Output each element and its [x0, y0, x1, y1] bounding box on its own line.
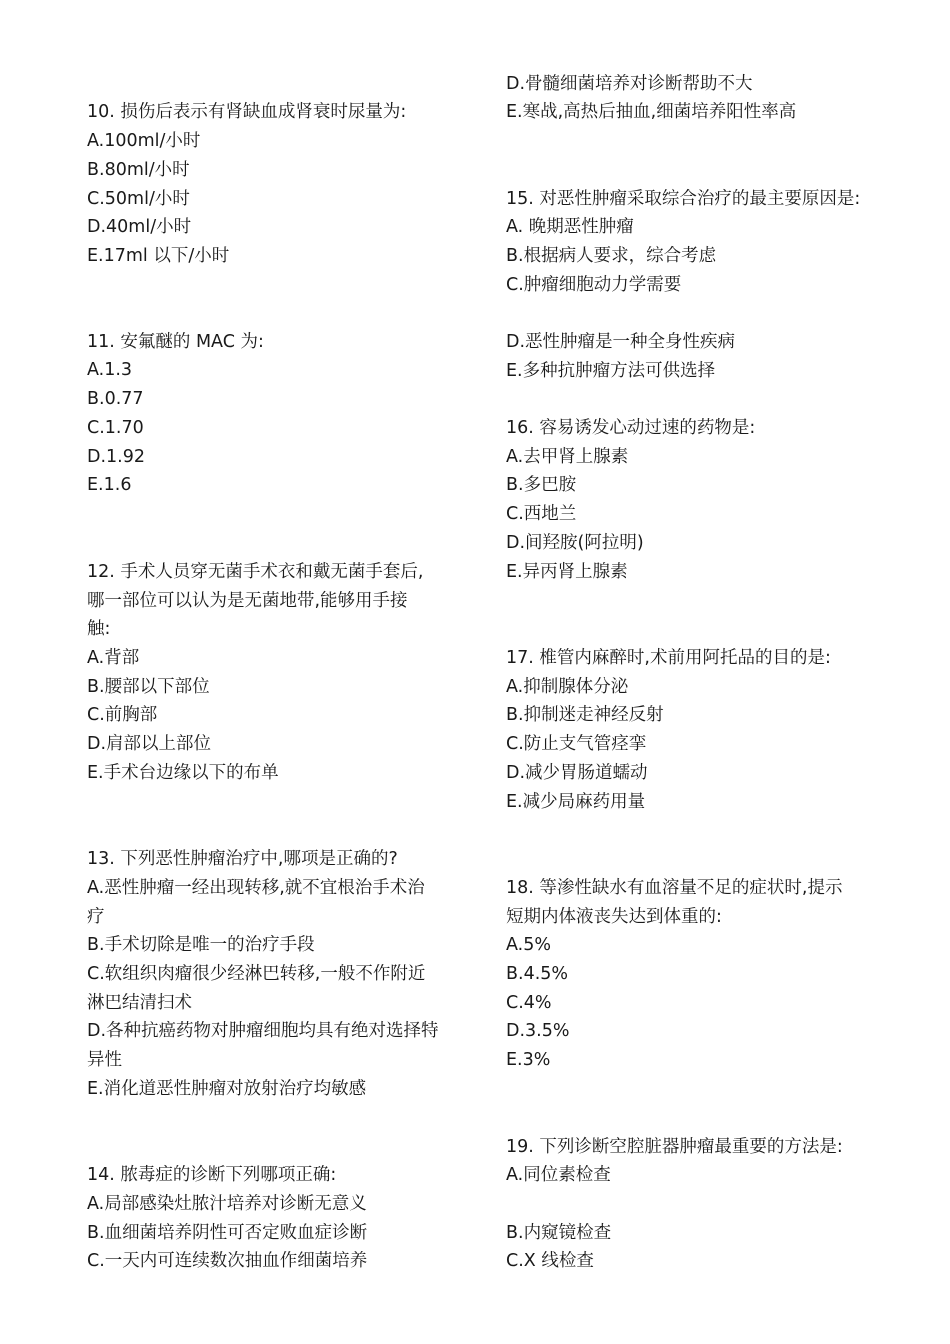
- question-19-option-a: A.同位素检查: [506, 1165, 611, 1185]
- question-17-title: 17. 椎管内麻醉时,术前用阿托品的目的是:: [506, 648, 831, 668]
- question-10-option-a: A.100ml/小时: [87, 131, 201, 151]
- question-18-option-d: D.3.5%: [506, 1021, 570, 1041]
- question-15-option-a: A. 晚期恶性肿瘤: [506, 217, 634, 237]
- question-13-option-a-line-1: A.恶性肿瘤一经出现转移,就不宜根治手术治: [87, 878, 425, 898]
- question-10-option-d: D.40ml/小时: [87, 217, 192, 237]
- question-15-option-e: E.多种抗肿瘤方法可供选择: [506, 361, 716, 381]
- question-17-option-c: C.防止支气管痉挛: [506, 734, 647, 754]
- question-12-option-b: B.腰部以下部位: [87, 677, 210, 697]
- question-13-option-d-line-2: 异性: [87, 1050, 122, 1070]
- question-10-option-c: C.50ml/小时: [87, 189, 190, 209]
- question-13-option-c-line-2: 淋巴结清扫术: [87, 993, 192, 1013]
- question-14-option-a: A.局部感染灶脓汁培养对诊断无意义: [87, 1194, 367, 1214]
- question-18-option-b: B.4.5%: [506, 964, 569, 984]
- question-16-option-a: A.去甲肾上腺素: [506, 447, 629, 467]
- question-14-option-b: B.血细菌培养阴性可否定败血症诊断: [87, 1223, 368, 1243]
- question-12-option-a: A.背部: [87, 648, 140, 668]
- question-13-option-c-line-1: C.软组织肉瘤很少经淋巴转移,一般不作附近: [87, 964, 426, 984]
- question-11-option-c: C.1.70: [87, 418, 144, 438]
- question-11-option-b: B.0.77: [87, 389, 144, 409]
- question-16-option-b: B.多巴胺: [506, 475, 577, 495]
- question-13-option-a-line-2: 疗: [87, 907, 105, 927]
- question-11-title: 11. 安氟醚的 MAC 为:: [87, 332, 264, 352]
- question-14-title: 14. 脓毒症的诊断下列哪项正确:: [87, 1165, 337, 1185]
- question-16-option-e: E.异丙肾上腺素: [506, 562, 628, 582]
- question-10-option-e: E.17ml 以下/小时: [87, 246, 230, 266]
- question-16-option-d: D.间羟胺(阿拉明): [506, 533, 644, 553]
- question-15-option-c: C.肿瘤细胞动力学需要: [506, 275, 682, 295]
- question-10-title: 10. 损伤后表示有肾缺血成肾衰时尿量为:: [87, 102, 407, 122]
- question-13-option-b: B.手术切除是唯一的治疗手段: [87, 935, 315, 955]
- question-19-option-b: B.内窥镜检查: [506, 1223, 612, 1243]
- question-12-title-line-3: 触:: [87, 619, 111, 639]
- question-18-option-e: E.3%: [506, 1050, 551, 1070]
- question-19-title: 19. 下列诊断空腔脏器肿瘤最重要的方法是:: [506, 1137, 843, 1157]
- question-12-title-line-1: 12. 手术人员穿无菌手术衣和戴无菌手套后,: [87, 562, 424, 582]
- question-11-option-e: E.1.6: [87, 475, 132, 495]
- question-13-option-e: E.消化道恶性肿瘤对放射治疗均敏感: [87, 1079, 367, 1099]
- question-16-option-c: C.西地兰: [506, 504, 577, 524]
- question-12-option-d: D.肩部以上部位: [87, 734, 212, 754]
- question-15-title: 15. 对恶性肿瘤采取综合治疗的最主要原因是:: [506, 189, 861, 209]
- question-12-title-line-2: 哪一部位可以认为是无菌地带,能够用手接: [87, 591, 408, 611]
- question-12-option-c: C.前胸部: [87, 705, 158, 725]
- question-14-option-c: C.一天内可连续数次抽血作细菌培养: [87, 1251, 368, 1271]
- question-11-option-d: D.1.92: [87, 447, 146, 467]
- question-18-title-line-1: 18. 等渗性缺水有血溶量不足的症状时,提示: [506, 878, 843, 898]
- question-18-option-a: A.5%: [506, 935, 551, 955]
- question-10-option-b: B.80ml/小时: [87, 160, 190, 180]
- question-15-option-d: D.恶性肿瘤是一种全身性疾病: [506, 332, 736, 352]
- question-19-option-c: C.X 线检查: [506, 1251, 594, 1271]
- question-16-title: 16. 容易诱发心动过速的药物是:: [506, 418, 756, 438]
- question-11-option-a: A.1.3: [87, 360, 133, 380]
- question-12-option-e: E.手术台边缘以下的布单: [87, 763, 279, 783]
- question-18-option-c: C.4%: [506, 993, 552, 1013]
- question-17-option-d: D.减少胃肠道蠕动: [506, 763, 648, 783]
- question-17-option-b: B.抑制迷走神经反射: [506, 705, 664, 725]
- question-15-option-b: B.根据病人要求，综合考虑: [506, 246, 717, 266]
- question-13-option-d-line-1: D.各种抗癌药物对肿瘤细胞均具有绝对选择特: [87, 1021, 439, 1041]
- question-17-option-a: A.抑制腺体分泌: [506, 677, 629, 697]
- question-17-option-e: E.减少局麻药用量: [506, 792, 646, 812]
- question-18-title-line-2: 短期内体液丧失达到体重的:: [506, 907, 722, 927]
- question-14-option-e: E.寒战,高热后抽血,细菌培养阳性率高: [506, 102, 797, 122]
- question-13-title: 13. 下列恶性肿瘤治疗中,哪项是正确的?: [87, 849, 398, 869]
- question-14-option-d: D.骨髓细菌培养对诊断帮助不大: [506, 74, 753, 94]
